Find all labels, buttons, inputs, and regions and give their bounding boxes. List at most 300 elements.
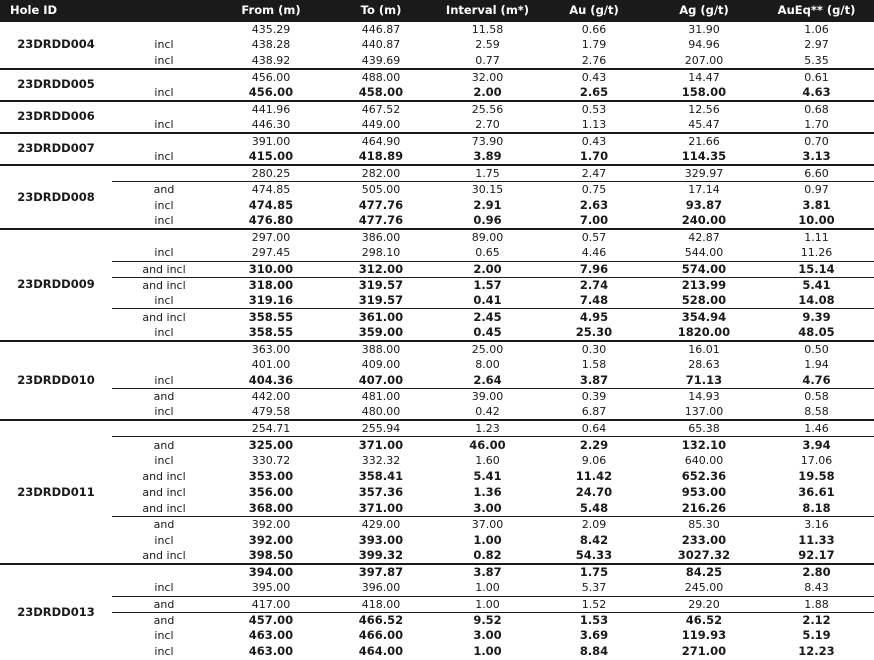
ag-cell: 207.00	[684, 53, 724, 67]
qualifier-cell: and incl	[142, 501, 186, 515]
table-row	[0, 469, 874, 485]
interval-cell: 0.96	[473, 213, 502, 228]
ag-cell: 544.00	[684, 246, 724, 260]
from-cell: 417.00	[216, 596, 326, 612]
interval-cell: 3.00	[473, 500, 502, 515]
table-row	[0, 341, 874, 357]
from-cell: 435.29	[216, 21, 326, 37]
qualifier-cell: incl	[154, 533, 174, 547]
interval-cell: 0.42	[475, 405, 500, 419]
table-row	[0, 261, 874, 277]
au-cell: 0.43	[539, 133, 649, 149]
au-cell: 0.43	[539, 69, 649, 85]
table-row	[0, 453, 874, 469]
header-qualifier	[112, 0, 216, 21]
from-cell: 280.25	[216, 165, 326, 182]
au-cell: 3.87	[579, 372, 609, 387]
qualifier-cell	[112, 133, 216, 149]
aueq-cell: 8.43	[804, 581, 829, 595]
table-row	[0, 53, 874, 69]
interval-cell: 39.00	[436, 389, 539, 405]
from-cell: 297.45	[251, 246, 291, 260]
interval-cell: 11.58	[436, 21, 539, 37]
interval-cell: 0.45	[473, 324, 502, 339]
qualifier-cell: incl	[154, 85, 174, 99]
aueq-cell: 5.41	[759, 277, 874, 293]
table-row	[0, 612, 874, 628]
table-row	[0, 277, 874, 293]
qualifier-cell: and	[112, 612, 216, 628]
to-cell: 371.00	[358, 500, 404, 515]
interval-cell: 73.90	[436, 133, 539, 149]
from-cell: 363.00	[216, 341, 326, 357]
hole-group	[0, 69, 874, 101]
aueq-cell: 19.58	[798, 469, 835, 484]
to-cell: 358.41	[358, 469, 404, 484]
table-row	[0, 245, 874, 261]
aueq-cell: 92.17	[798, 548, 835, 563]
header-from: From (m)	[216, 0, 326, 21]
from-cell: 463.00	[248, 628, 294, 643]
au-cell: 1.75	[539, 564, 649, 580]
qualifier-cell: and incl	[142, 470, 186, 484]
interval-cell: 1.57	[436, 277, 539, 293]
to-cell: 418.00	[326, 596, 436, 612]
ag-cell: 213.99	[649, 277, 759, 293]
qualifier-cell: and	[112, 437, 216, 453]
to-cell: 481.00	[326, 389, 436, 405]
hole-id-cell: 23DRDD013	[0, 564, 112, 660]
interval-cell: 3.89	[473, 148, 502, 163]
to-cell: 505.00	[326, 181, 436, 197]
hole-group	[0, 341, 874, 421]
aueq-cell: 2.97	[804, 38, 829, 52]
to-cell: 319.57	[326, 277, 436, 293]
ag-cell: 85.30	[649, 516, 759, 532]
to-cell: 361.00	[326, 309, 436, 325]
qualifier-cell: incl	[154, 117, 174, 131]
qualifier-cell: and	[112, 389, 216, 405]
ag-cell: 271.00	[681, 644, 727, 659]
hole-id-cell: 23DRDD009	[0, 229, 112, 341]
au-cell: 3.69	[579, 628, 609, 643]
aueq-cell: 0.97	[759, 181, 874, 197]
interval-cell: 25.56	[436, 101, 539, 117]
hole-id-cell: 23DRDD005	[0, 69, 112, 101]
to-cell: 371.00	[326, 437, 436, 453]
au-cell: 7.48	[579, 293, 609, 308]
aueq-cell: 0.61	[759, 69, 874, 85]
to-cell: 477.76	[358, 213, 404, 228]
from-cell: 358.55	[216, 309, 326, 325]
interval-cell: 2.00	[436, 261, 539, 277]
aueq-cell: 4.76	[802, 372, 831, 387]
hole-id-cell: 23DRDD006	[0, 101, 112, 133]
table-row	[0, 149, 874, 165]
ag-cell: 137.00	[684, 405, 724, 419]
qualifier-cell: and incl	[112, 261, 216, 277]
from-cell: 415.00	[248, 148, 294, 163]
au-cell: 0.75	[539, 181, 649, 197]
qualifier-cell: and incl	[112, 309, 216, 325]
interval-cell: 1.75	[436, 165, 539, 182]
from-cell: 358.55	[248, 324, 294, 339]
aueq-cell: 1.88	[759, 596, 874, 612]
from-cell: 330.72	[251, 454, 291, 468]
to-cell: 418.89	[358, 148, 404, 163]
table-row	[0, 181, 874, 197]
interval-cell: 1.00	[475, 581, 500, 595]
aueq-cell: 1.11	[759, 229, 874, 245]
ag-cell: 245.00	[684, 581, 724, 595]
interval-cell: 1.00	[473, 644, 502, 659]
qualifier-cell: and incl	[112, 277, 216, 293]
interval-cell: 5.41	[473, 469, 502, 484]
au-cell: 0.39	[539, 389, 649, 405]
au-cell: 11.42	[575, 469, 613, 484]
qualifier-cell	[112, 21, 216, 37]
table-row	[0, 165, 874, 182]
from-cell: 398.50	[248, 548, 294, 563]
interval-cell: 46.00	[436, 437, 539, 453]
from-cell: 310.00	[216, 261, 326, 277]
from-cell: 356.00	[248, 485, 294, 500]
from-cell: 474.85	[248, 197, 294, 212]
qualifier-cell: and incl	[142, 549, 186, 563]
to-cell: 255.94	[326, 420, 436, 437]
aueq-cell: 0.70	[759, 133, 874, 149]
ag-cell: 354.94	[649, 309, 759, 325]
au-cell: 1.79	[581, 38, 607, 52]
au-cell: 8.84	[579, 644, 609, 659]
ag-cell: 12.56	[649, 101, 759, 117]
table-row	[0, 532, 874, 548]
hole-id-cell: 23DRDD004	[0, 21, 112, 69]
interval-cell: 89.00	[436, 229, 539, 245]
au-cell: 2.63	[579, 197, 609, 212]
to-cell: 439.69	[361, 53, 401, 67]
from-cell: 474.85	[216, 181, 326, 197]
au-cell: 0.53	[539, 101, 649, 117]
from-cell: 442.00	[216, 389, 326, 405]
table-row	[0, 548, 874, 564]
qualifier-cell: incl	[154, 454, 174, 468]
from-cell: 318.00	[216, 277, 326, 293]
au-cell: 0.57	[539, 229, 649, 245]
to-cell: 429.00	[326, 516, 436, 532]
aueq-cell: 0.58	[759, 389, 874, 405]
to-cell: 388.00	[326, 341, 436, 357]
table-row	[0, 628, 874, 644]
table-row	[0, 101, 874, 117]
ag-cell: 574.00	[649, 261, 759, 277]
to-cell: 298.10	[361, 246, 401, 260]
qualifier-cell	[112, 357, 216, 373]
from-cell: 456.00	[216, 69, 326, 85]
aueq-cell: 11.26	[800, 246, 833, 260]
to-cell: 332.32	[361, 454, 401, 468]
to-cell: 446.87	[326, 21, 436, 37]
table-row	[0, 37, 874, 53]
from-cell: 353.00	[248, 469, 294, 484]
qualifier-cell: incl	[154, 246, 174, 260]
ag-cell: 14.47	[649, 69, 759, 85]
to-cell: 449.00	[361, 117, 401, 131]
to-cell: 357.36	[358, 485, 404, 500]
to-cell: 359.00	[358, 324, 404, 339]
table-row	[0, 404, 874, 420]
qualifier-cell: incl	[154, 325, 174, 339]
header-au: Au (g/t)	[539, 0, 649, 21]
interval-cell: 30.15	[436, 181, 539, 197]
au-cell: 24.70	[575, 485, 613, 500]
au-cell: 5.48	[579, 500, 609, 515]
qualifier-cell	[112, 420, 216, 437]
aueq-cell: 48.05	[798, 324, 835, 339]
aueq-cell: 36.61	[798, 485, 835, 500]
aueq-cell: 3.94	[759, 437, 874, 453]
table-row	[0, 596, 874, 612]
aueq-cell: 5.19	[802, 628, 831, 643]
ag-cell: 652.36	[681, 469, 727, 484]
from-cell: 479.58	[251, 405, 291, 419]
to-cell: 409.00	[361, 358, 401, 372]
au-cell: 4.95	[539, 309, 649, 325]
from-cell: 297.00	[216, 229, 326, 245]
ag-cell: 45.47	[688, 117, 720, 131]
hole-group	[0, 101, 874, 133]
to-cell: 464.00	[358, 644, 404, 659]
from-cell: 438.92	[251, 53, 291, 67]
ag-cell: 93.87	[685, 197, 723, 212]
au-cell: 6.87	[581, 405, 607, 419]
au-cell: 5.37	[581, 581, 607, 595]
interval-cell: 2.59	[475, 38, 500, 52]
qualifier-cell: and incl	[142, 486, 186, 500]
ag-cell: 953.00	[681, 485, 727, 500]
au-cell: 9.06	[581, 454, 607, 468]
ag-cell: 71.13	[685, 372, 723, 387]
aueq-cell: 12.23	[798, 644, 835, 659]
ag-cell: 94.96	[688, 38, 720, 52]
au-cell: 8.42	[579, 532, 609, 547]
qualifier-cell: incl	[154, 149, 174, 163]
hole-id-cell: 23DRDD011	[0, 420, 112, 564]
ag-cell: 21.66	[649, 133, 759, 149]
from-cell: 401.00	[251, 358, 291, 372]
qualifier-cell	[112, 101, 216, 117]
qualifier-cell	[112, 229, 216, 245]
ag-cell: 29.20	[649, 596, 759, 612]
aueq-cell: 9.39	[759, 309, 874, 325]
interval-cell: 1.60	[475, 454, 500, 468]
table-row	[0, 437, 874, 453]
header-hole-id: Hole ID	[0, 0, 112, 21]
au-cell: 1.58	[581, 358, 607, 372]
au-cell: 2.76	[581, 53, 607, 67]
ag-cell: 1820.00	[677, 324, 731, 339]
to-cell: 407.00	[358, 372, 404, 387]
table-row	[0, 325, 874, 341]
table-row	[0, 580, 874, 596]
table-row	[0, 485, 874, 501]
au-cell: 2.47	[539, 165, 649, 182]
interval-cell: 25.00	[436, 341, 539, 357]
aueq-cell: 11.33	[798, 532, 835, 547]
qualifier-cell	[112, 165, 216, 182]
to-cell: 466.52	[326, 612, 436, 628]
from-cell: 476.80	[248, 213, 294, 228]
hole-group	[0, 165, 874, 229]
to-cell: 464.90	[326, 133, 436, 149]
au-cell: 2.65	[579, 84, 609, 99]
au-cell: 1.70	[579, 148, 609, 163]
ag-cell: 28.63	[688, 358, 720, 372]
ag-cell: 240.00	[681, 213, 727, 228]
aueq-cell: 6.60	[759, 165, 874, 182]
to-cell: 396.00	[361, 581, 401, 595]
qualifier-cell	[112, 564, 216, 580]
ag-cell: 528.00	[681, 293, 727, 308]
table-row	[0, 357, 874, 373]
ag-cell: 84.25	[649, 564, 759, 580]
aueq-cell: 3.81	[802, 197, 831, 212]
interval-cell: 1.00	[436, 596, 539, 612]
au-cell: 0.30	[539, 341, 649, 357]
qualifier-cell: incl	[154, 581, 174, 595]
aueq-cell: 8.18	[802, 500, 831, 515]
interval-cell: 0.65	[475, 246, 500, 260]
qualifier-cell: incl	[154, 405, 174, 419]
ag-cell: 3027.32	[677, 548, 731, 563]
aueq-cell: 3.16	[759, 516, 874, 532]
to-cell: 319.57	[358, 293, 404, 308]
interval-cell: 0.77	[475, 53, 500, 67]
hole-group	[0, 420, 874, 564]
qualifier-cell: and	[112, 181, 216, 197]
interval-cell: 37.00	[436, 516, 539, 532]
table-row	[0, 197, 874, 213]
au-cell: 1.52	[539, 596, 649, 612]
from-cell: 441.96	[216, 101, 326, 117]
from-cell: 404.36	[248, 372, 294, 387]
aueq-cell: 0.50	[759, 341, 874, 357]
to-cell: 480.00	[361, 405, 401, 419]
table-row	[0, 389, 874, 405]
ag-cell: 233.00	[681, 532, 727, 547]
interval-cell: 9.52	[436, 612, 539, 628]
hole-group	[0, 133, 874, 165]
interval-cell: 2.45	[436, 309, 539, 325]
from-cell: 325.00	[216, 437, 326, 453]
au-cell: 4.46	[581, 246, 607, 260]
aueq-cell: 1.06	[759, 21, 874, 37]
qualifier-cell: incl	[154, 645, 174, 659]
interval-cell: 8.00	[475, 358, 500, 372]
aueq-cell: 4.63	[802, 84, 831, 99]
au-cell: 2.09	[539, 516, 649, 532]
from-cell: 457.00	[216, 612, 326, 628]
from-cell: 368.00	[248, 500, 294, 515]
interval-cell: 2.64	[473, 372, 502, 387]
ag-cell: 119.93	[681, 628, 727, 643]
interval-cell: 32.00	[436, 69, 539, 85]
aueq-cell: 1.46	[759, 420, 874, 437]
table-row	[0, 644, 874, 660]
hole-group	[0, 564, 874, 660]
ag-cell: 114.35	[681, 148, 727, 163]
table-row	[0, 564, 874, 580]
au-cell: 2.74	[539, 277, 649, 293]
au-cell: 25.30	[575, 324, 613, 339]
header-aueq: AuEq** (g/t)	[759, 0, 874, 21]
header-interval: Interval (m*)	[436, 0, 539, 21]
interval-cell: 2.70	[475, 117, 500, 131]
interval-cell: 2.00	[473, 84, 502, 99]
from-cell: 463.00	[248, 644, 294, 659]
interval-cell: 1.23	[436, 420, 539, 437]
ag-cell: 329.97	[649, 165, 759, 182]
qualifier-cell: incl	[154, 373, 174, 387]
ag-cell: 42.87	[649, 229, 759, 245]
from-cell: 319.16	[248, 293, 294, 308]
interval-cell: 1.00	[473, 532, 502, 547]
aueq-cell: 1.70	[804, 117, 829, 131]
to-cell: 440.87	[361, 38, 401, 52]
to-cell: 399.32	[358, 548, 404, 563]
to-cell: 467.52	[326, 101, 436, 117]
table-row	[0, 309, 874, 325]
table-row	[0, 229, 874, 245]
qualifier-cell: and	[112, 596, 216, 612]
interval-cell: 1.36	[473, 485, 502, 500]
from-cell: 456.00	[248, 84, 294, 99]
ag-cell: 16.01	[649, 341, 759, 357]
au-cell: 0.64	[539, 420, 649, 437]
qualifier-cell: incl	[154, 629, 174, 643]
aueq-cell: 14.08	[798, 293, 835, 308]
from-cell: 254.71	[216, 420, 326, 437]
to-cell: 282.00	[326, 165, 436, 182]
qualifier-cell: incl	[154, 198, 174, 212]
to-cell: 393.00	[358, 532, 404, 547]
table-row	[0, 516, 874, 532]
aueq-cell: 3.13	[802, 148, 831, 163]
qualifier-cell	[112, 341, 216, 357]
from-cell: 391.00	[216, 133, 326, 149]
interval-cell: 3.00	[473, 628, 502, 643]
ag-cell: 31.90	[649, 21, 759, 37]
header-ag: Ag (g/t)	[649, 0, 759, 21]
au-cell: 54.33	[575, 548, 613, 563]
ag-cell: 216.26	[681, 500, 727, 515]
hole-group	[0, 229, 874, 341]
aueq-cell: 10.00	[798, 213, 835, 228]
interval-cell: 2.91	[473, 197, 502, 212]
aueq-cell: 2.80	[759, 564, 874, 580]
qualifier-cell: incl	[154, 53, 174, 67]
ag-cell: 65.38	[649, 420, 759, 437]
from-cell: 392.00	[248, 532, 294, 547]
qualifier-cell: incl	[154, 38, 174, 52]
hole-id-cell: 23DRDD010	[0, 341, 112, 421]
table-row	[0, 213, 874, 229]
aueq-cell: 5.35	[804, 53, 829, 67]
to-cell: 477.76	[358, 197, 404, 212]
from-cell: 395.00	[251, 581, 291, 595]
interval-cell: 3.87	[436, 564, 539, 580]
to-cell: 386.00	[326, 229, 436, 245]
